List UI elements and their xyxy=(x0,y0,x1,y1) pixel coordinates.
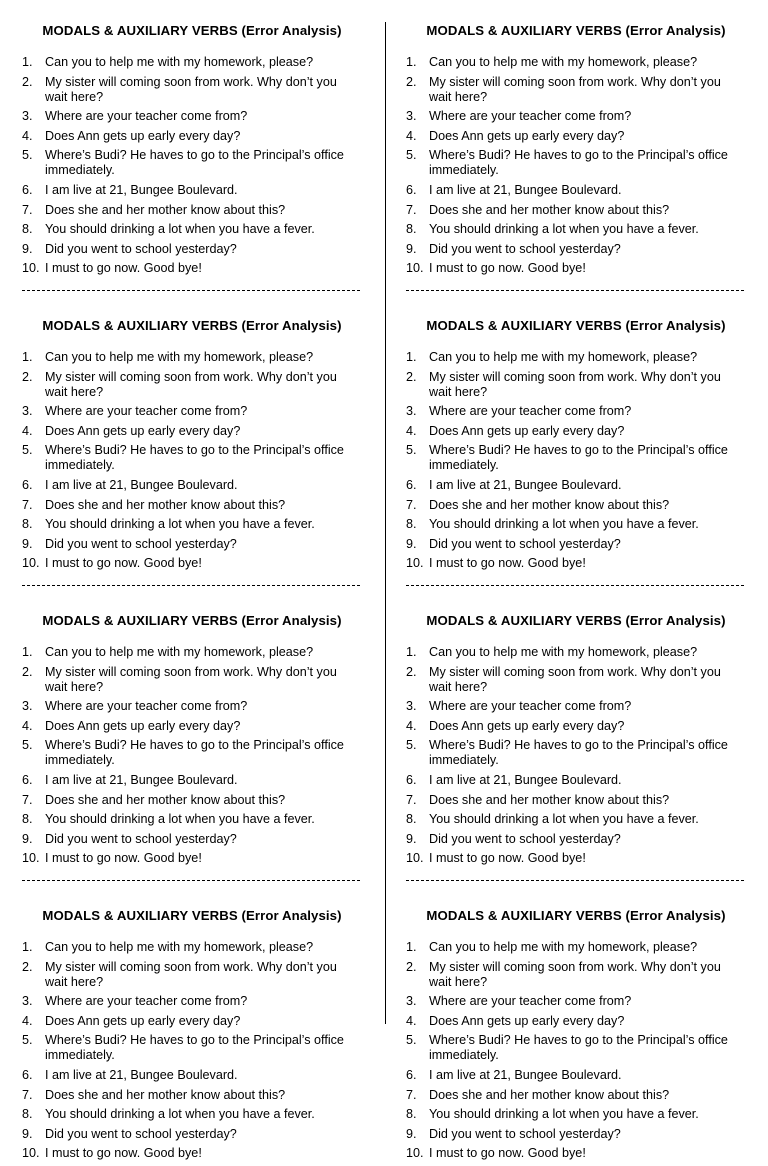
question-item xyxy=(406,350,746,365)
question-text: Where are your teacher come from? xyxy=(429,404,632,419)
question-item xyxy=(406,404,746,419)
question-number: 5. xyxy=(22,148,33,163)
cut-line xyxy=(406,290,744,291)
question-text: Where are your teacher come from? xyxy=(429,699,632,714)
column-divider xyxy=(385,22,386,1024)
question-number: 2. xyxy=(406,959,417,974)
question-text: Does Ann gets up early every day? xyxy=(429,128,625,143)
question-list xyxy=(406,645,746,866)
question-text: My sister will coming soon from work. Why don’t you wait here? xyxy=(429,369,721,399)
question-item xyxy=(406,55,746,70)
question-number: 8. xyxy=(406,517,417,532)
question-number: 4. xyxy=(22,718,33,733)
question-text: I must to go now. Good bye! xyxy=(429,851,586,866)
question-item xyxy=(22,556,362,571)
worksheet-title: MODALS & AUXILIARY VERBS (Error Analysis) xyxy=(426,318,726,333)
question-number: 5. xyxy=(22,443,33,458)
worksheet-block xyxy=(406,612,746,871)
question-item xyxy=(406,851,746,866)
question-item xyxy=(22,203,362,218)
question-text: I am live at 21, Bungee Boulevard. xyxy=(45,182,238,197)
question-item xyxy=(22,812,362,827)
question-item xyxy=(406,773,746,788)
question-text: You should drinking a lot when you have a fever. xyxy=(429,222,699,237)
question-number: 10. xyxy=(22,851,40,866)
question-text: I am live at 21, Bungee Boulevard. xyxy=(429,1067,622,1082)
worksheet-title: MODALS & AUXILIARY VERBS (Error Analysis) xyxy=(426,613,726,628)
question-item xyxy=(22,773,362,788)
question-item xyxy=(22,129,362,144)
question-item xyxy=(406,556,746,571)
question-text: I am live at 21, Bungee Boulevard. xyxy=(45,772,238,787)
question-text: I am live at 21, Bungee Boulevard. xyxy=(429,477,622,492)
question-item xyxy=(406,1127,746,1142)
question-number: 6. xyxy=(22,1067,33,1082)
question-text: My sister will coming soon from work. Why don’t you wait here? xyxy=(45,959,337,989)
question-item xyxy=(22,851,362,866)
question-number: 7. xyxy=(22,202,33,217)
question-text: Did you went to school yesterday? xyxy=(45,1126,237,1141)
question-number: 10. xyxy=(22,1146,40,1161)
question-number: 9. xyxy=(22,1126,33,1141)
question-item xyxy=(22,478,362,493)
question-text: Can you to help me with my homework, please? xyxy=(45,350,314,364)
question-item xyxy=(406,1033,746,1063)
question-text: Where’s Budi? He haves to go to the Principal’s office immediately. xyxy=(429,738,728,768)
question-item xyxy=(406,183,746,198)
worksheet-block xyxy=(22,317,362,576)
question-text: I must to go now. Good bye! xyxy=(429,1146,586,1161)
question-item xyxy=(22,498,362,513)
question-number: 2. xyxy=(22,959,33,974)
question-text: Can you to help me with my homework, please? xyxy=(429,350,698,364)
question-number: 10. xyxy=(406,556,424,571)
question-text: Does Ann gets up early every day? xyxy=(429,1013,625,1028)
question-item xyxy=(22,350,362,365)
question-item xyxy=(406,109,746,124)
question-text: You should drinking a lot when you have a fever. xyxy=(45,517,315,532)
question-item xyxy=(22,242,362,257)
question-item xyxy=(22,994,362,1009)
question-number: 9. xyxy=(22,831,33,846)
question-list xyxy=(22,350,362,571)
question-number: 1. xyxy=(22,350,33,364)
question-number: 6. xyxy=(406,182,417,197)
question-number: 3. xyxy=(406,699,417,714)
question-item xyxy=(22,793,362,808)
question-number: 1. xyxy=(22,940,33,954)
question-number: 2. xyxy=(406,74,417,89)
worksheet-title: MODALS & AUXILIARY VERBS (Error Analysis) xyxy=(42,908,342,923)
question-item xyxy=(22,370,362,400)
question-text: Where’s Budi? He haves to go to the Principal’s office immediately. xyxy=(45,148,344,178)
question-number: 5. xyxy=(22,1033,33,1048)
question-text: Where are your teacher come from? xyxy=(45,109,248,124)
worksheet-block xyxy=(22,907,362,1166)
question-text: Does she and her mother know about this? xyxy=(45,1087,286,1102)
question-item xyxy=(22,940,362,955)
question-item xyxy=(22,1088,362,1103)
question-item xyxy=(406,1088,746,1103)
question-item xyxy=(22,109,362,124)
question-item xyxy=(406,645,746,660)
question-number: 1. xyxy=(22,645,33,659)
question-item xyxy=(22,738,362,768)
question-item xyxy=(406,242,746,257)
question-item xyxy=(406,203,746,218)
question-item xyxy=(406,793,746,808)
question-item xyxy=(22,719,362,734)
question-item xyxy=(406,517,746,532)
question-item xyxy=(406,424,746,439)
worksheet-block xyxy=(22,612,362,871)
question-item xyxy=(406,129,746,144)
question-text: Does she and her mother know about this? xyxy=(45,792,286,807)
question-text: Does Ann gets up early every day? xyxy=(429,718,625,733)
question-number: 7. xyxy=(22,792,33,807)
question-item xyxy=(22,517,362,532)
question-item xyxy=(406,1107,746,1122)
worksheet-block xyxy=(406,907,746,1166)
question-item xyxy=(22,537,362,552)
question-item xyxy=(22,183,362,198)
question-number: 1. xyxy=(406,645,417,659)
question-number: 2. xyxy=(22,369,33,384)
question-number: 9. xyxy=(406,831,417,846)
question-text: You should drinking a lot when you have a fever. xyxy=(429,1107,699,1122)
question-number: 8. xyxy=(406,222,417,237)
question-item xyxy=(406,1068,746,1083)
question-list xyxy=(22,940,362,1161)
question-list xyxy=(406,940,746,1161)
question-number: 4. xyxy=(22,128,33,143)
question-item xyxy=(406,370,746,400)
question-item xyxy=(22,1127,362,1142)
question-text: You should drinking a lot when you have a fever. xyxy=(45,812,315,827)
question-item xyxy=(406,222,746,237)
question-number: 4. xyxy=(22,1013,33,1028)
question-number: 9. xyxy=(406,1126,417,1141)
question-text: Does Ann gets up early every day? xyxy=(45,718,241,733)
question-number: 3. xyxy=(22,404,33,419)
question-text: My sister will coming soon from work. Why don’t you wait here? xyxy=(429,664,721,694)
question-text: I am live at 21, Bungee Boulevard. xyxy=(45,477,238,492)
question-text: You should drinking a lot when you have a fever. xyxy=(429,812,699,827)
question-text: My sister will coming soon from work. Why don’t you wait here? xyxy=(45,74,337,104)
question-item xyxy=(22,1107,362,1122)
question-number: 1. xyxy=(406,940,417,954)
worksheet-title: MODALS & AUXILIARY VERBS (Error Analysis) xyxy=(426,908,726,923)
question-item xyxy=(406,812,746,827)
question-number: 5. xyxy=(406,443,417,458)
question-text: I am live at 21, Bungee Boulevard. xyxy=(429,772,622,787)
question-text: My sister will coming soon from work. Why don’t you wait here? xyxy=(429,74,721,104)
question-text: Where’s Budi? He haves to go to the Principal’s office immediately. xyxy=(45,1033,344,1063)
question-text: Does she and her mother know about this? xyxy=(45,497,286,512)
question-text: My sister will coming soon from work. Why don’t you wait here? xyxy=(45,369,337,399)
question-number: 4. xyxy=(406,128,417,143)
worksheet-block xyxy=(406,22,746,281)
question-number: 10. xyxy=(406,851,424,866)
question-text: Does she and her mother know about this? xyxy=(429,202,670,217)
question-item xyxy=(22,665,362,695)
question-text: I must to go now. Good bye! xyxy=(429,261,586,276)
question-text: Where are your teacher come from? xyxy=(429,994,632,1009)
question-number: 6. xyxy=(406,1067,417,1082)
question-number: 6. xyxy=(22,182,33,197)
question-item xyxy=(22,261,362,276)
question-item xyxy=(406,665,746,695)
question-number: 6. xyxy=(22,772,33,787)
question-text: Can you to help me with my homework, please? xyxy=(45,645,314,659)
question-number: 5. xyxy=(22,738,33,753)
question-text: Does she and her mother know about this? xyxy=(429,497,670,512)
question-item xyxy=(406,443,746,473)
question-number: 2. xyxy=(22,664,33,679)
question-item xyxy=(22,645,362,660)
question-number: 5. xyxy=(406,738,417,753)
cut-line xyxy=(22,585,360,586)
question-item xyxy=(406,699,746,714)
question-number: 7. xyxy=(406,497,417,512)
question-text: Where’s Budi? He haves to go to the Principal’s office immediately. xyxy=(45,443,344,473)
question-number: 7. xyxy=(22,1087,33,1102)
question-text: Where’s Budi? He haves to go to the Principal’s office immediately. xyxy=(45,738,344,768)
question-text: Does she and her mother know about this? xyxy=(45,202,286,217)
question-number: 3. xyxy=(406,404,417,419)
question-number: 4. xyxy=(406,718,417,733)
question-item xyxy=(406,261,746,276)
question-text: Did you went to school yesterday? xyxy=(45,831,237,846)
question-list xyxy=(406,350,746,571)
cut-line xyxy=(406,880,744,881)
question-number: 9. xyxy=(22,536,33,551)
question-number: 10. xyxy=(22,556,40,571)
question-item xyxy=(22,222,362,237)
question-item xyxy=(22,75,362,105)
question-item xyxy=(22,960,362,990)
question-text: You should drinking a lot when you have a fever. xyxy=(429,517,699,532)
question-text: Did you went to school yesterday? xyxy=(429,1126,621,1141)
question-item xyxy=(406,148,746,178)
question-number: 2. xyxy=(22,74,33,89)
question-number: 7. xyxy=(406,202,417,217)
question-item xyxy=(406,1014,746,1029)
question-number: 8. xyxy=(22,222,33,237)
worksheet-title: MODALS & AUXILIARY VERBS (Error Analysis) xyxy=(42,23,342,38)
question-text: Does Ann gets up early every day? xyxy=(45,128,241,143)
question-number: 8. xyxy=(406,1107,417,1122)
question-item xyxy=(22,443,362,473)
question-text: My sister will coming soon from work. Why don’t you wait here? xyxy=(429,959,721,989)
question-number: 4. xyxy=(406,423,417,438)
question-text: I must to go now. Good bye! xyxy=(45,851,202,866)
question-number: 8. xyxy=(22,812,33,827)
question-item xyxy=(406,994,746,1009)
question-number: 6. xyxy=(22,477,33,492)
question-text: Did you went to school yesterday? xyxy=(45,241,237,256)
question-number: 5. xyxy=(406,1033,417,1048)
question-number: 1. xyxy=(406,350,417,364)
question-text: I am live at 21, Bungee Boulevard. xyxy=(45,1067,238,1082)
worksheet-title: MODALS & AUXILIARY VERBS (Error Analysis) xyxy=(42,613,342,628)
question-item xyxy=(22,699,362,714)
question-list xyxy=(22,645,362,866)
question-text: Can you to help me with my homework, please? xyxy=(429,55,698,69)
question-number: 5. xyxy=(406,148,417,163)
question-number: 9. xyxy=(406,536,417,551)
question-text: You should drinking a lot when you have a fever. xyxy=(45,1107,315,1122)
question-item xyxy=(22,404,362,419)
question-text: Where are your teacher come from? xyxy=(45,994,248,1009)
question-text: Where are your teacher come from? xyxy=(429,109,632,124)
question-text: I must to go now. Good bye! xyxy=(429,556,586,571)
question-item xyxy=(406,498,746,513)
question-number: 7. xyxy=(406,792,417,807)
question-text: Can you to help me with my homework, please? xyxy=(429,645,698,659)
question-number: 7. xyxy=(406,1087,417,1102)
question-item xyxy=(22,424,362,439)
question-text: Did you went to school yesterday? xyxy=(45,536,237,551)
question-text: Where’s Budi? He haves to go to the Principal’s office immediately. xyxy=(429,1033,728,1063)
cut-line xyxy=(22,880,360,881)
question-number: 2. xyxy=(406,664,417,679)
question-number: 9. xyxy=(22,241,33,256)
question-number: 6. xyxy=(406,477,417,492)
question-number: 6. xyxy=(406,772,417,787)
question-number: 3. xyxy=(22,109,33,124)
question-text: Where’s Budi? He haves to go to the Principal’s office immediately. xyxy=(429,148,728,178)
question-text: Does Ann gets up early every day? xyxy=(45,1013,241,1028)
question-number: 8. xyxy=(22,1107,33,1122)
question-text: Can you to help me with my homework, please? xyxy=(45,55,314,69)
question-item xyxy=(22,1014,362,1029)
question-number: 10. xyxy=(22,261,40,276)
question-number: 10. xyxy=(406,261,424,276)
question-number: 3. xyxy=(406,994,417,1009)
question-item xyxy=(406,478,746,493)
question-text: Does Ann gets up early every day? xyxy=(45,423,241,438)
question-text: Where are your teacher come from? xyxy=(45,404,248,419)
question-item xyxy=(406,719,746,734)
question-item xyxy=(406,832,746,847)
question-text: I must to go now. Good bye! xyxy=(45,261,202,276)
question-number: 8. xyxy=(406,812,417,827)
question-number: 7. xyxy=(22,497,33,512)
question-list xyxy=(406,55,746,276)
question-text: I must to go now. Good bye! xyxy=(45,556,202,571)
question-item xyxy=(406,738,746,768)
question-item xyxy=(22,1068,362,1083)
question-number: 9. xyxy=(406,241,417,256)
question-item xyxy=(22,55,362,70)
question-item xyxy=(406,75,746,105)
cut-line xyxy=(406,585,744,586)
question-text: Does she and her mother know about this? xyxy=(429,792,670,807)
question-text: Does she and her mother know about this? xyxy=(429,1087,670,1102)
question-number: 3. xyxy=(22,699,33,714)
question-text: I must to go now. Good bye! xyxy=(45,1146,202,1161)
question-number: 1. xyxy=(22,55,33,69)
question-text: You should drinking a lot when you have a fever. xyxy=(45,222,315,237)
question-list xyxy=(22,55,362,276)
question-text: Can you to help me with my homework, please? xyxy=(429,940,698,954)
question-item xyxy=(406,940,746,955)
question-number: 3. xyxy=(22,994,33,1009)
question-number: 1. xyxy=(406,55,417,69)
question-item xyxy=(22,1146,362,1161)
question-text: I am live at 21, Bungee Boulevard. xyxy=(429,182,622,197)
question-item xyxy=(22,1033,362,1063)
question-item xyxy=(406,960,746,990)
question-item xyxy=(406,537,746,552)
worksheet-title: MODALS & AUXILIARY VERBS (Error Analysis) xyxy=(42,318,342,333)
question-text: My sister will coming soon from work. Why don’t you wait here? xyxy=(45,664,337,694)
question-number: 3. xyxy=(406,109,417,124)
question-number: 8. xyxy=(22,517,33,532)
question-text: Did you went to school yesterday? xyxy=(429,241,621,256)
question-text: Can you to help me with my homework, please? xyxy=(45,940,314,954)
question-text: Did you went to school yesterday? xyxy=(429,536,621,551)
question-text: Where are your teacher come from? xyxy=(45,699,248,714)
question-text: Where’s Budi? He haves to go to the Principal’s office immediately. xyxy=(429,443,728,473)
cut-line xyxy=(22,290,360,291)
question-text: Did you went to school yesterday? xyxy=(429,831,621,846)
question-item xyxy=(22,832,362,847)
worksheet-block xyxy=(22,22,362,281)
question-text: Does Ann gets up early every day? xyxy=(429,423,625,438)
question-number: 2. xyxy=(406,369,417,384)
question-item xyxy=(22,148,362,178)
question-number: 10. xyxy=(406,1146,424,1161)
question-number: 4. xyxy=(22,423,33,438)
worksheet-block xyxy=(406,317,746,576)
question-number: 4. xyxy=(406,1013,417,1028)
worksheet-title: MODALS & AUXILIARY VERBS (Error Analysis) xyxy=(426,23,726,38)
question-item xyxy=(406,1146,746,1161)
